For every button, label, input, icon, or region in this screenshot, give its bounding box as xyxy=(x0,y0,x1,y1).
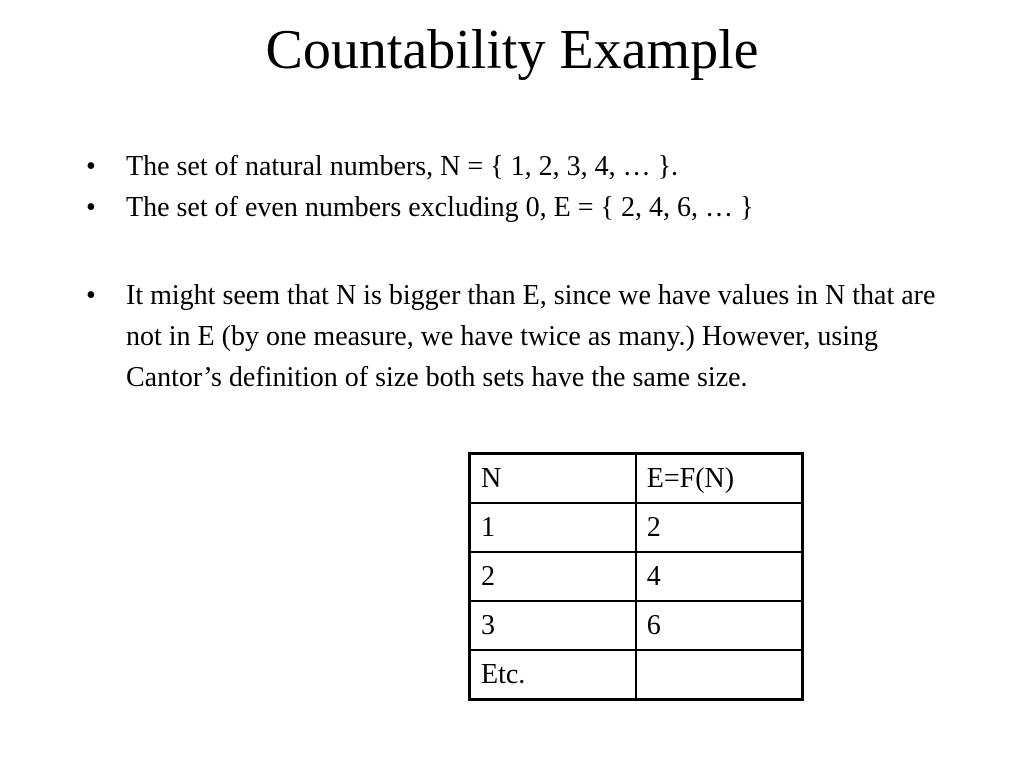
bullet-icon: • xyxy=(86,192,96,223)
table-row xyxy=(470,601,803,650)
bullet-icon: • xyxy=(86,280,96,311)
bullet-item-natural-numbers xyxy=(86,146,956,187)
table-row xyxy=(470,552,803,601)
bullet-item-cantor-argument xyxy=(86,275,956,398)
table-row xyxy=(470,650,803,700)
table-cell: 2 xyxy=(470,552,636,601)
table-header-e: E=F(N) xyxy=(636,454,803,504)
bullet-text: The set of even numbers excluding 0, E = { 2, 4, 6, … } xyxy=(126,192,754,223)
table-cell: Etc. xyxy=(470,650,636,700)
bullet-text: The set of natural numbers, N = { 1, 2, 3, 4, … }. xyxy=(126,151,679,182)
table-header-n: N xyxy=(470,454,636,504)
table-cell: 4 xyxy=(636,552,803,601)
table-header-row xyxy=(470,454,803,504)
table-cell: 2 xyxy=(636,503,803,552)
bullet-list xyxy=(86,146,956,398)
table-cell: 1 xyxy=(470,503,636,552)
slide-title: Countability Example xyxy=(265,19,759,81)
table-cell: 6 xyxy=(636,601,803,650)
mapping-table xyxy=(468,452,804,701)
bullet-item-even-numbers xyxy=(86,187,956,228)
table-cell xyxy=(636,650,803,700)
table-row xyxy=(470,503,803,552)
bullet-text: It might seem that N is bigger than E, since we have values in N that are not in E (by one measure, we have twice as many.) However, using Cantor’s definition of size both sets have the same size. xyxy=(126,280,936,393)
bullet-icon: • xyxy=(86,151,96,182)
table-cell: 3 xyxy=(470,601,636,650)
